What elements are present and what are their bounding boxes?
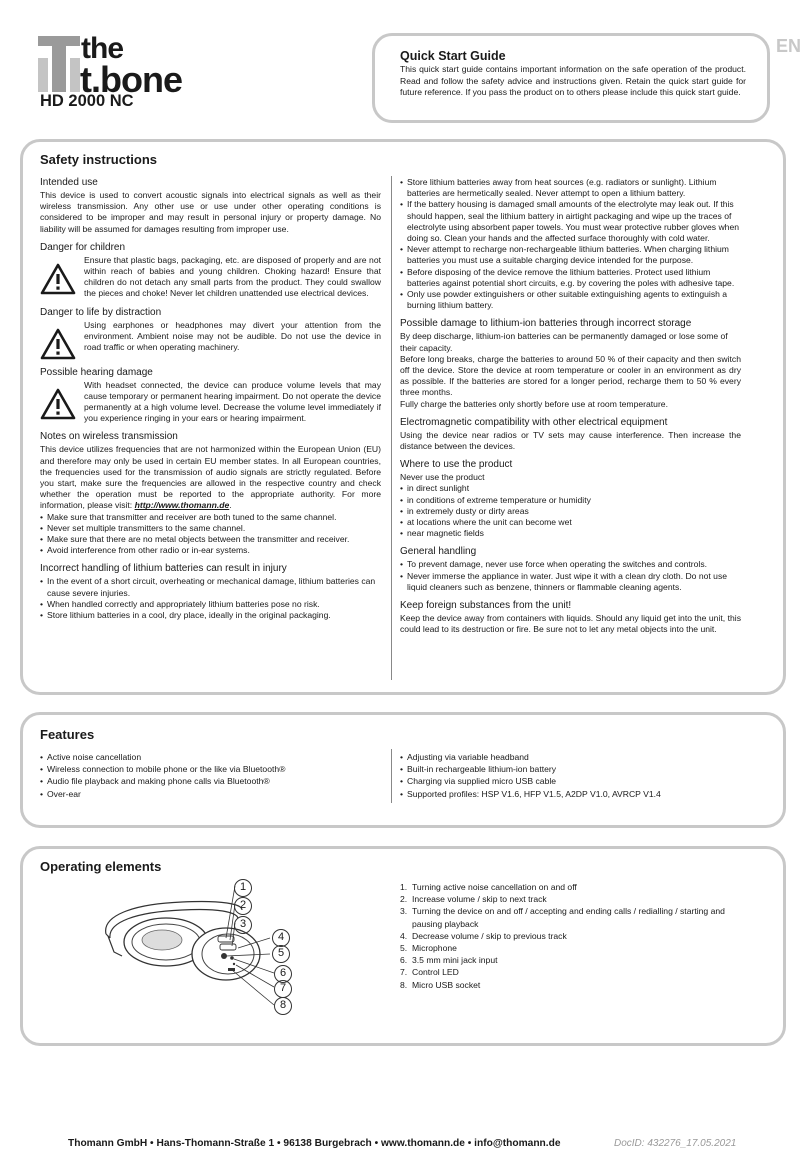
wireless-text-end: . xyxy=(229,500,232,511)
safety-title: Safety instructions xyxy=(40,152,158,167)
item-number: 2. xyxy=(400,894,408,905)
quick-start-title: Quick Start Guide xyxy=(400,49,506,63)
headphones-diagram xyxy=(92,876,302,1016)
list-item: • Wireless connection to mobile phone or the like via Bluetooth® xyxy=(40,763,380,775)
callout-1: 1 xyxy=(234,879,252,897)
item-number: 3. xyxy=(400,906,408,917)
children-warning xyxy=(40,255,381,300)
intended-use-text: This device is used to convert acoustic signals into electrical signals as well as their wireless transmission. Any other use or use under other operating conditions is considered to be improper and may result in personal injury or property damage. No liability will be assumed for damages resulting from improper use. xyxy=(40,190,381,234)
warning-icon xyxy=(40,328,76,360)
list-item xyxy=(400,954,746,966)
general-bullet-list xyxy=(400,559,741,593)
list-item: • Audio file playback and making phone calls via Bluetooth® xyxy=(40,775,380,787)
safety-left-column xyxy=(40,177,381,621)
column-divider xyxy=(391,176,392,680)
list-item: • Store lithium batteries in a cool, dry place, ideally in the original packaging. xyxy=(40,610,381,621)
list-item: • Never attempt to recharge non-rechargeable lithium batteries. When charging lithium batteries you must use a suitable charging device intended for the purpose. xyxy=(400,244,741,266)
list-item: • in direct sunlight xyxy=(400,483,741,494)
operating-elements-list xyxy=(400,881,746,991)
thomann-website-link[interactable]: http://www.thomann.de xyxy=(134,500,230,511)
list-item: • Make sure that transmitter and receiver are both tuned to the same channel. xyxy=(40,512,381,523)
list-item: • Over-ear xyxy=(40,788,380,800)
item-label: Decrease volume / skip to previous track xyxy=(412,930,567,941)
list-item xyxy=(400,893,746,905)
wireless-text-body: This device utilizes frequencies that are not harmonized within the European Union (EU) and therefore may only be used in certain EU member states. In all European countries, the frequencies used for the transmission of audio signals are strictly regulated. Before you start, make sure the frequencies are allowed in the respective country and check whether the operation must be reported to the appropriate authority. For more information, please visit: xyxy=(40,444,381,511)
logo-text-the: the xyxy=(81,32,123,65)
lithium-heading: Incorrect handling of lithium batteries can result in injury xyxy=(40,563,287,575)
language-tag: EN xyxy=(776,36,802,56)
item-number: 4. xyxy=(400,930,408,941)
lithium-bullet-list xyxy=(40,576,381,621)
wireless-text xyxy=(40,444,381,511)
list-item xyxy=(400,881,746,893)
list-item xyxy=(400,930,746,942)
children-heading: Danger for children xyxy=(40,241,126,253)
list-item: • Never immerse the appliance in water. Just wipe it with a clean dry cloth. Do not use liquid cleaners such as benzene, thinners or flammable cleaning agents. xyxy=(400,571,741,593)
list-item xyxy=(400,905,746,929)
intended-use-heading: Intended use xyxy=(40,177,98,188)
callout-7: 7 xyxy=(274,980,292,998)
storage-text-3: Fully charge the batteries only shortly before use at room temperature. xyxy=(400,398,668,409)
list-item: • Only use powder extinguishers or other suitable extinguishing agents to extinguish a burning lithium battery. xyxy=(400,289,741,311)
callout-5: 5 xyxy=(272,945,290,963)
logo-text-tbone: t.bone xyxy=(80,59,182,100)
list-item: • Before disposing of the device remove the lithium batteries. Protect used lithium batteries against potential short circuits, e.g. by covering the poles with adhesive tape. xyxy=(400,267,741,289)
distraction-warning xyxy=(40,320,381,360)
item-label: Turning active noise cancellation on and off xyxy=(412,882,577,892)
emc-heading: Electromagnetic compatibility with other electrical equipment xyxy=(400,416,668,428)
callout-2: 2 xyxy=(234,897,252,915)
safety-right-column xyxy=(400,177,741,636)
item-label: 3.5 mm mini jack input xyxy=(412,955,498,966)
document-id: DocID: 432276_17.05.2021 xyxy=(614,1138,737,1149)
list-item: • Active noise cancellation xyxy=(40,751,380,763)
item-number: 7. xyxy=(400,967,408,978)
features-title: Features xyxy=(40,727,95,742)
footer-address: Thomann GmbH • Hans-Thomann-Straße 1 • 96138 Burgebrach • www.thomann.de • info@thomann.de xyxy=(68,1138,561,1149)
item-label: Increase volume / skip to next track xyxy=(412,894,547,905)
item-label: Microphone xyxy=(412,943,457,954)
operating-title: Operating elements xyxy=(40,859,162,874)
storage-text-1: By deep discharge, lithium-ion batteries can be permanently damaged or lose some of their capacity. xyxy=(400,331,728,353)
list-item: • If the battery housing is damaged small amounts of the electrolyte may leak out. If this should happen, seal the lithium battery in airtight packaging and wipe up the traces of electrolyte using absorbent paper towels. You must wear protective rubber gloves when doing so. Clean your hands and the affected surface thoroughly with cold water. xyxy=(400,199,741,244)
list-item: • Avoid interference from other radio or in-ear systems. xyxy=(40,545,381,556)
distraction-heading: Danger to life by distraction xyxy=(40,306,162,318)
storage-text-2: Before long breaks, charge the batteries to around 50 % of their capacity and then switch off the device. Store the device at room temperature or cooler in an environment as dry as possible. If the batteries are stored for a longer period, recharge them to 50 % every three months. xyxy=(400,353,741,398)
list-item xyxy=(400,966,746,978)
list-item: • in extremely dusty or dirty areas xyxy=(400,506,741,517)
hearing-warning xyxy=(40,380,381,425)
item-number: 6. xyxy=(400,955,408,966)
callout-6: 6 xyxy=(274,965,292,983)
list-item: • Built-in rechargeable lithium-ion battery xyxy=(400,763,746,775)
list-item: • Never set multiple transmitters to the same channel. xyxy=(40,523,381,534)
list-item: • at locations where the unit can become wet xyxy=(400,517,741,528)
item-label: Turning the device on and off / accepting and ending calls / redialling / starting and pausing playback xyxy=(412,906,725,929)
list-item: • Supported profiles: HSP V1.6, HFP V1.5, A2DP V1.0, AVRCP V1.4 xyxy=(400,788,746,800)
list-item: • Charging via supplied micro USB cable xyxy=(400,775,746,787)
general-heading: General handling xyxy=(400,546,477,558)
column-divider xyxy=(391,749,392,803)
where-heading: Where to use the product xyxy=(400,459,513,471)
item-number: 8. xyxy=(400,979,408,990)
where-intro: Never use the product xyxy=(400,472,485,483)
item-label: Control LED xyxy=(412,967,459,978)
list-item: • In the event of a short circuit, overheating or mechanical damage, lithium batteries can cause severe injuries. xyxy=(40,576,381,598)
list-item: • To prevent damage, never use force when operating the switches and controls. xyxy=(400,559,741,570)
list-item: • Make sure that there are no metal objects between the transmitter and receiver. xyxy=(40,534,381,545)
list-item: • in conditions of extreme temperature or humidity xyxy=(400,495,741,506)
hearing-text: With headset connected, the device can produce volume levels that may cause temporary or permanent hearing impairment. Do not operate the device permanently at a high volume level. Decrease the volume level immediately if you experience ringing in your ears or hearing impairment. xyxy=(84,379,381,424)
callout-4: 4 xyxy=(272,929,290,947)
distraction-text: Using earphones or headphones may divert your attention from the environment. Ambient noise may not be audible. Do not use the device in road traffic or when operating machinery. xyxy=(84,319,381,353)
lithium-continued-list xyxy=(400,177,741,311)
wireless-bullet-list xyxy=(40,512,381,557)
wireless-heading: Notes on wireless transmission xyxy=(40,431,178,443)
list-item: • Store lithium batteries away from heat sources (e.g. radiators or sunlight). Lithium batteries are hermetically sealed. Never attempt to open a lithium battery. xyxy=(400,177,741,199)
item-number: 5. xyxy=(400,943,408,954)
model-name: HD 2000 NC xyxy=(40,92,134,110)
t-logo-mark xyxy=(38,36,82,94)
callout-8: 8 xyxy=(274,997,292,1015)
warning-icon xyxy=(40,263,76,295)
warning-icon xyxy=(40,388,76,420)
foreign-text: Keep the device away from containers with liquids. Should any liquid get into the unit, this could lead to its destruction or fire. Be sure not to let any metal objects into the unit. xyxy=(400,613,741,635)
hearing-heading: Possible hearing damage xyxy=(40,366,153,378)
features-left-list xyxy=(40,751,380,800)
list-item: • near magnetic fields xyxy=(400,528,741,539)
storage-heading: Possible damage to lithium-ion batteries through incorrect storage xyxy=(400,318,692,330)
children-text: Ensure that plastic bags, packaging, etc. are disposed of properly and are not within reach of babies and young children. Choking hazard! Ensure that children do not detach any small parts from the product. They could swallow the pieces and choke! Never let children unattended use electrical devices. xyxy=(84,254,381,299)
features-right-list xyxy=(400,751,746,800)
list-item: • Adjusting via variable headband xyxy=(400,751,746,763)
brand-logo xyxy=(34,30,224,112)
item-label: Micro USB socket xyxy=(412,979,481,990)
emc-text: Using the device near radios or TV sets may cause interference. Then increase the distance between the devices. xyxy=(400,429,741,452)
where-bullet-list xyxy=(400,483,741,539)
quick-start-text: This quick start guide contains important information on the safe operation of the product. Read and follow the safety advice and instructions given. Retain the quick start guide for future reference. If you pass the product on to others please include this quick start guide. xyxy=(400,64,746,98)
callout-3: 3 xyxy=(234,916,252,934)
list-item xyxy=(400,979,746,991)
foreign-heading: Keep foreign substances from the unit! xyxy=(400,600,572,612)
list-item: • When handled correctly and appropriately lithium batteries pose no risk. xyxy=(40,599,381,610)
list-item xyxy=(400,942,746,954)
item-number: 1. xyxy=(400,882,408,892)
